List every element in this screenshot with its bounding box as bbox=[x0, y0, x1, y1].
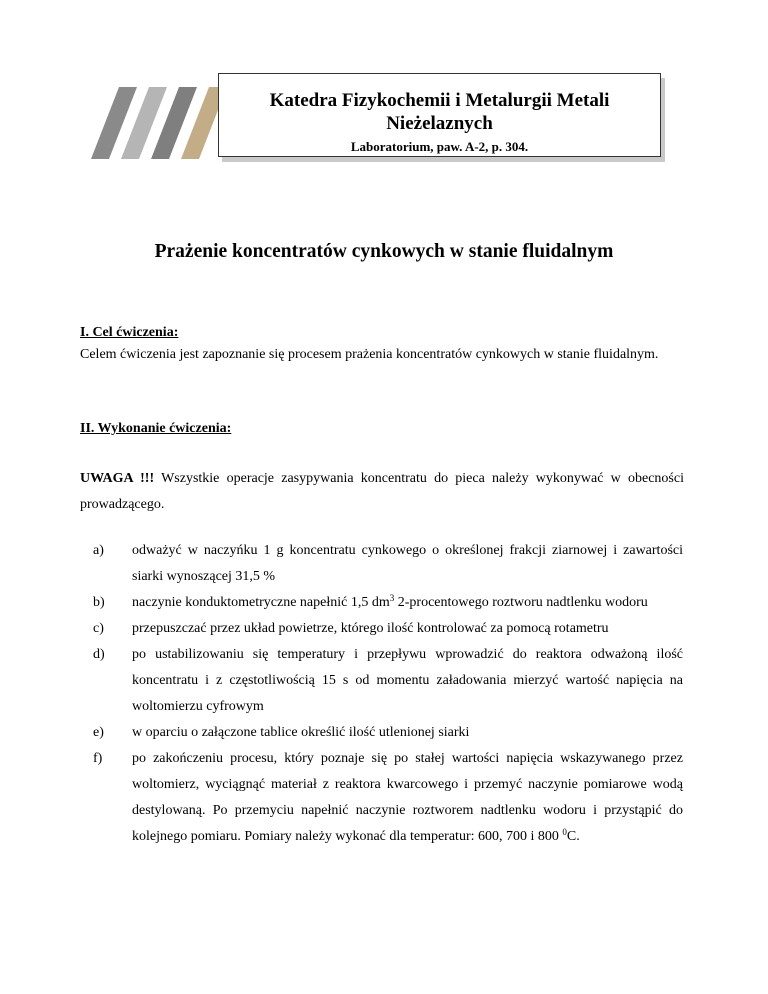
list-marker: f) bbox=[93, 751, 103, 766]
list-item bbox=[93, 642, 683, 720]
header-box bbox=[218, 73, 661, 157]
laboratory-location: Laboratorium, paw. A-2, p. 304. bbox=[350, 139, 529, 154]
superscript: 3 bbox=[389, 593, 395, 603]
list-item bbox=[93, 538, 683, 590]
list-marker: a) bbox=[93, 543, 104, 558]
section-heading-procedure: II. Wykonanie ćwiczenia: bbox=[80, 421, 232, 436]
step-text: odważyć w naczyńku 1 g koncentratu cynkowego o określonej frakcji ziarnowej i zawartości siarki wynoszącej 31,5 % bbox=[132, 543, 683, 584]
warning-paragraph bbox=[80, 466, 684, 518]
list-item bbox=[93, 720, 683, 746]
procedure-steps-list bbox=[93, 538, 683, 850]
department-name: Katedra Fizykochemii i Metalurgii Metali Nieżelaznych bbox=[269, 90, 610, 134]
step-text: po zakończeniu procesu, który poznaje się po stałej wartości napięcia wskazywanego przez woltomierz, wyciągnąć materiał z reaktora kwarcowego i przemyć naczynie pomiarowe wodą destylowaną. Po przemyciu napełnić naczynie roztworem nadtlenku wodoru i przystąpić do kolejnego pomiaru. Pomiary należy wykonać dla temperatur: 600, 700 i 800 bbox=[132, 751, 683, 844]
step-text: po ustabilizowaniu się temperatury i przepływu wprowadzić do reaktora odważoną ilość koncentratu i z częstotliwością 15 s od momentu załadowania mierzyć wartość napięcia na woltomierzu cyfrowym bbox=[132, 647, 683, 714]
section-heading-goal: I. Cel ćwiczenia: bbox=[80, 325, 179, 340]
step-text-cont: 2-procentowego roztworu nadtlenku wodoru bbox=[394, 595, 648, 610]
department-logo bbox=[91, 87, 233, 159]
step-text: naczynie konduktometryczne napełnić 1,5 dm bbox=[132, 595, 390, 610]
list-item bbox=[93, 616, 683, 642]
list-item bbox=[93, 746, 683, 850]
list-marker: c) bbox=[93, 621, 104, 636]
warning-text: Wszystkie operacje zasypywania koncentratu do pieca należy wykonywać w obecności prowadzącego. bbox=[80, 471, 684, 512]
list-marker: d) bbox=[93, 647, 105, 662]
list-marker: e) bbox=[93, 725, 104, 740]
step-text: w oparciu o załączone tablice określić ilość utlenionej siarki bbox=[132, 725, 470, 740]
goal-paragraph: Celem ćwiczenia jest zapoznanie się procesem prażenia koncentratów cynkowych w stanie fluidalnym. bbox=[80, 347, 659, 362]
step-text: przepuszczać przez układ powietrze, którego ilość kontrolować za pomocą rotametru bbox=[132, 621, 609, 636]
list-marker: b) bbox=[93, 595, 105, 610]
superscript: 0 bbox=[562, 827, 567, 837]
list-item bbox=[93, 590, 683, 616]
warning-label: UWAGA !!! bbox=[80, 471, 155, 486]
step-text-cont: C. bbox=[566, 829, 580, 844]
document-title: Prażenie koncentratów cynkowych w stanie fluidalnym bbox=[154, 241, 614, 262]
